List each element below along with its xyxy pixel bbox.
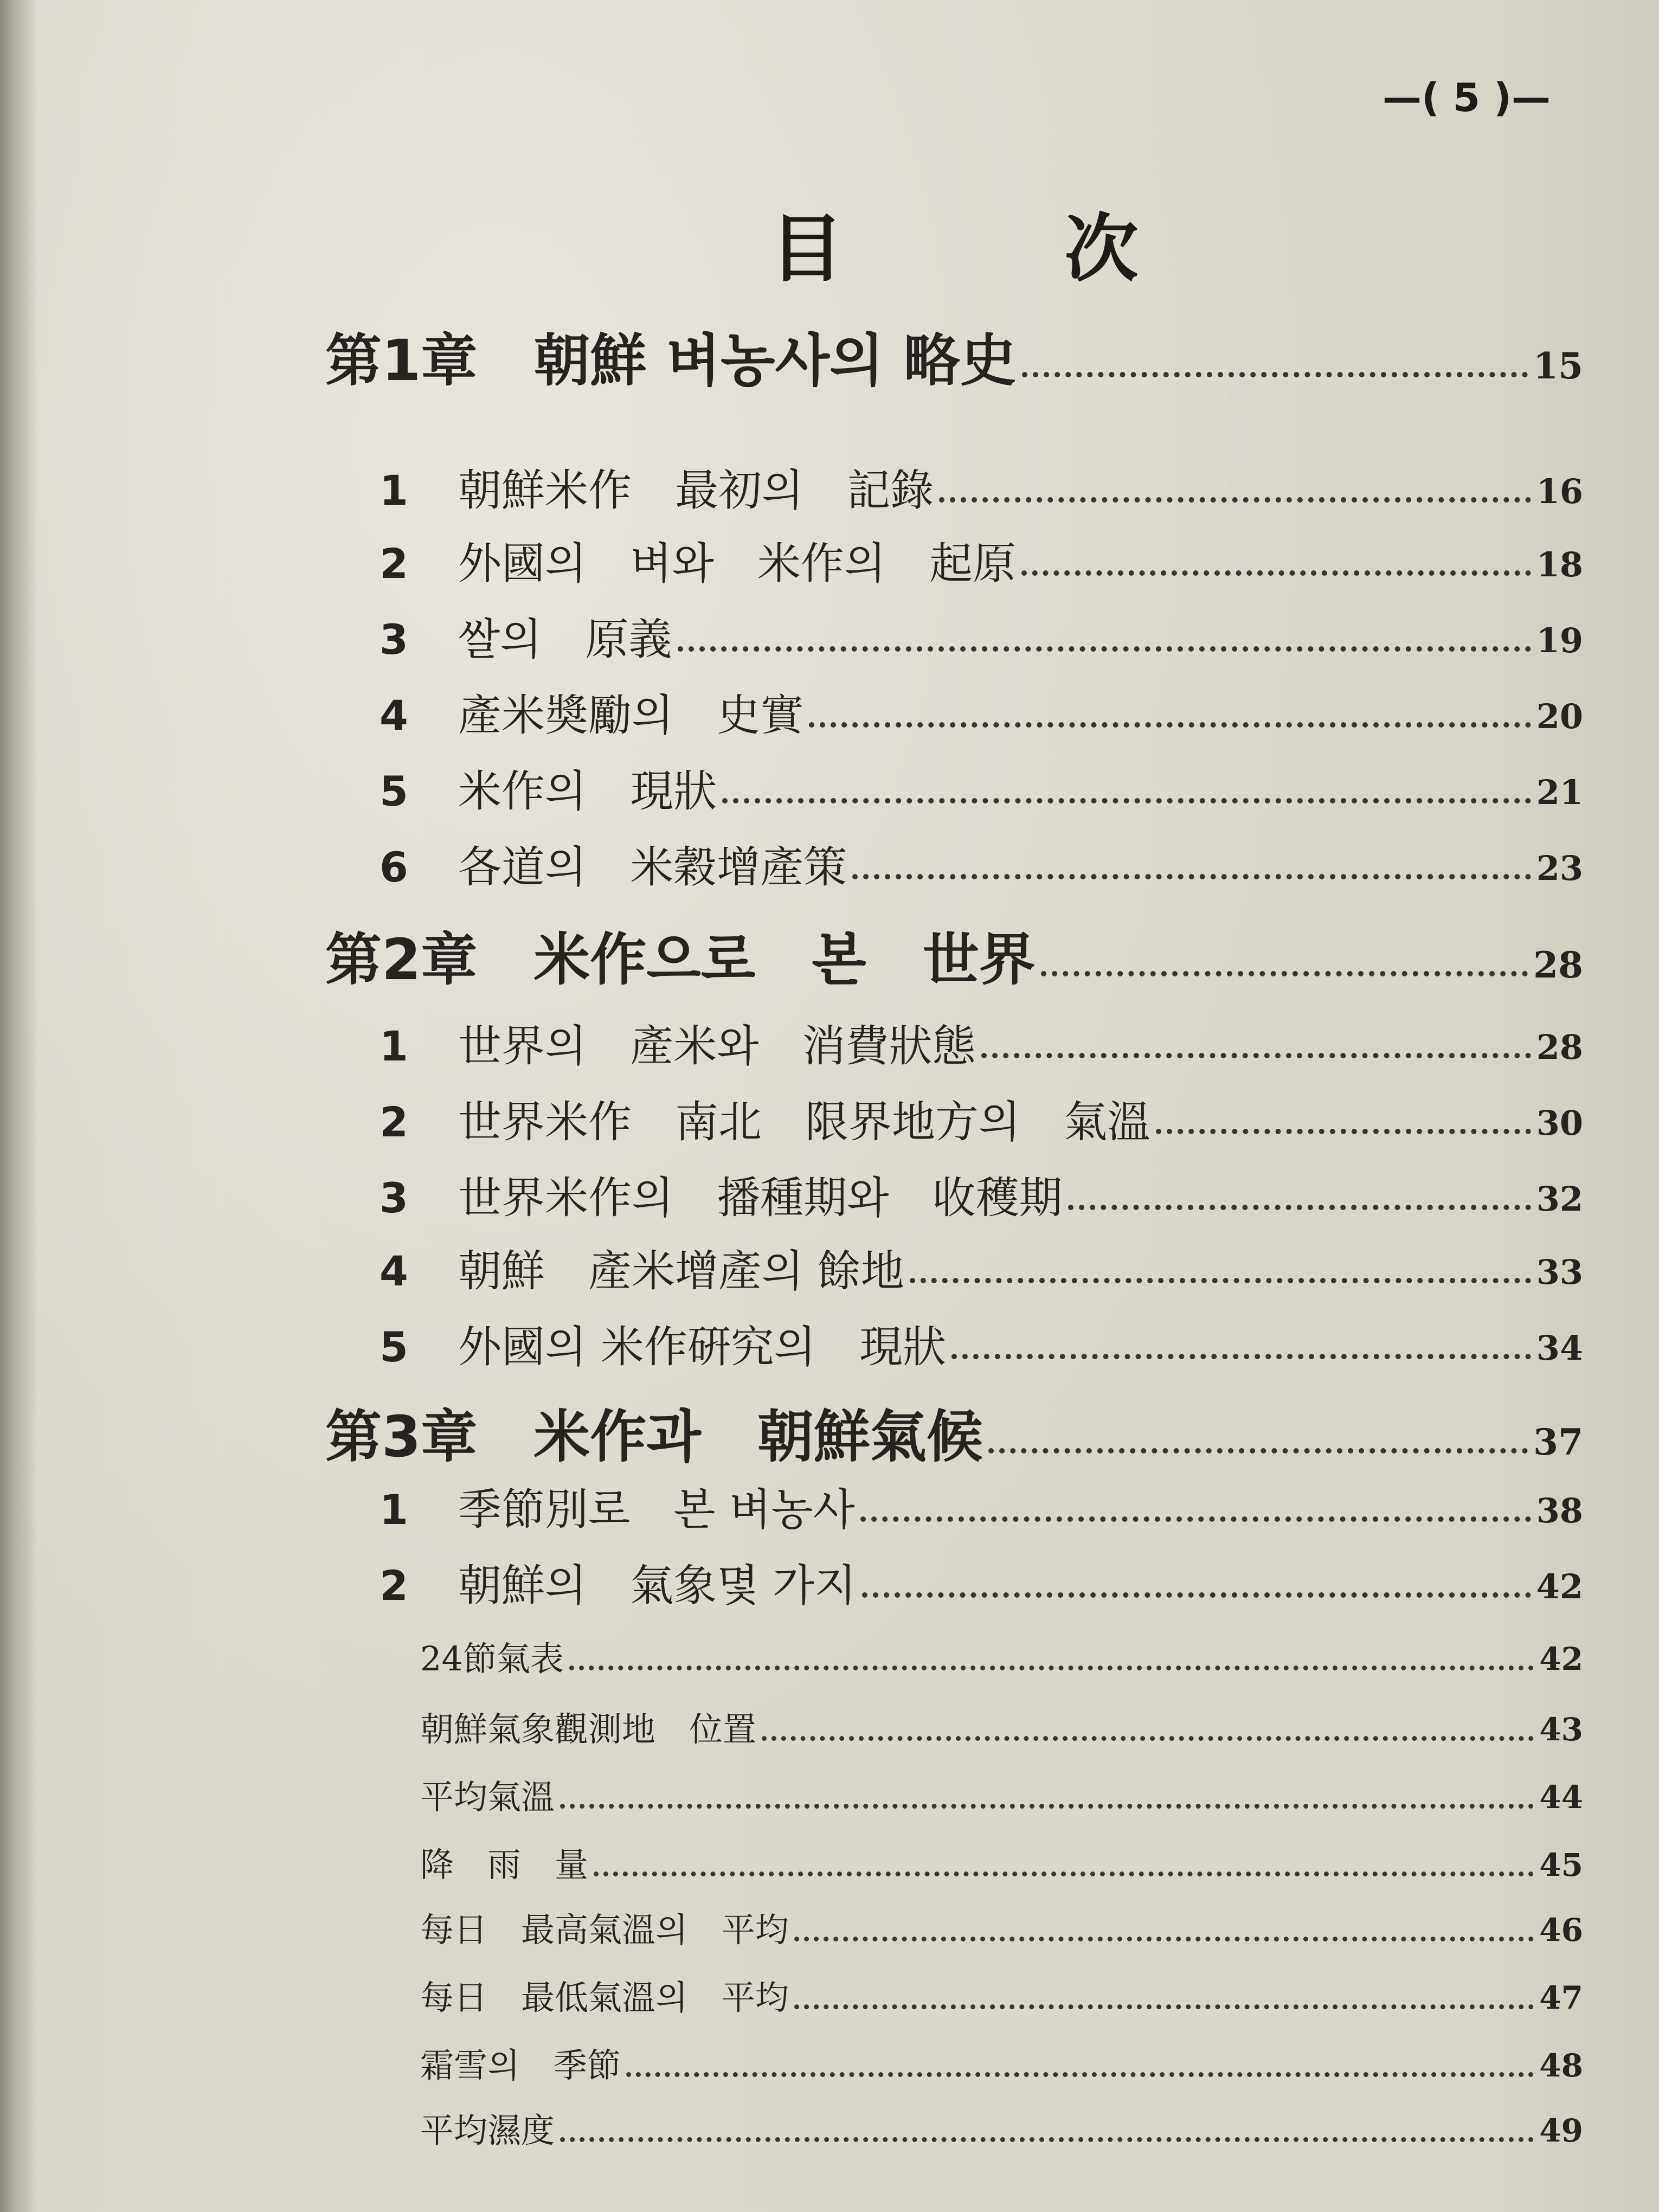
subsection-page-number: 47 <box>1539 1979 1583 2016</box>
dot-leader <box>809 722 1531 728</box>
dot-leader <box>569 1666 1534 1670</box>
toc-section-1-2 <box>380 537 1583 591</box>
dot-leader <box>1041 971 1528 976</box>
section-page-number: 28 <box>1536 1027 1583 1067</box>
section-title: 季節別로 본 벼농사 <box>458 1484 855 1535</box>
section-title: 쌀의 原義 <box>458 614 672 665</box>
toc-section-2-2 <box>380 1095 1583 1149</box>
dot-leader <box>852 874 1531 879</box>
subsection-title: 降 雨 量 <box>420 1845 589 1885</box>
subsection-title: 每日 最低氣溫의 平均 <box>420 1978 789 2017</box>
section-title: 世界米作 南北 限界地方의 氣溫 <box>458 1097 1151 1147</box>
dot-leader <box>678 646 1531 652</box>
subsection-title: 平均氣溫 <box>420 1777 555 1817</box>
section-number: 2 <box>380 539 408 588</box>
page-number: —( 5 )— <box>1382 75 1551 120</box>
dot-leader <box>939 497 1531 503</box>
section-number: 2 <box>380 1098 408 1146</box>
subsection-title: 平均濕度 <box>420 2111 555 2150</box>
section-title: 朝鮮 產米增產의 餘地 <box>458 1246 904 1296</box>
chapter-page-number: 37 <box>1533 1421 1583 1463</box>
toc-subsection <box>420 1635 1583 1683</box>
dot-leader <box>1068 1205 1531 1210</box>
section-title: 外國의 米作硏究의 現狀 <box>458 1322 946 1372</box>
toc-chapter-3 <box>325 1401 1583 1472</box>
dot-leader <box>981 1053 1531 1058</box>
toc-section-2-1 <box>380 1019 1583 1073</box>
subsection-page-number: 45 <box>1539 1847 1583 1883</box>
chapter-title: 第1章 朝鮮 벼농사의 略史 <box>325 327 1017 394</box>
toc-subsection <box>420 1906 1583 1954</box>
toc-subsection <box>420 1705 1583 1754</box>
chapter-title: 第3章 米作과 朝鮮氣候 <box>325 1404 983 1470</box>
section-title: 各道의 米穀增產策 <box>458 842 847 892</box>
toc-section-1-1 <box>380 464 1583 518</box>
section-page-number: 42 <box>1536 1567 1583 1606</box>
toc-subsection <box>420 2041 1583 2090</box>
toc-chapter-1 <box>325 325 1583 396</box>
dot-leader <box>1021 570 1531 576</box>
section-page-number: 16 <box>1536 472 1583 511</box>
section-number: 5 <box>380 1323 408 1371</box>
section-page-number: 18 <box>1536 545 1583 584</box>
section-page-number: 30 <box>1536 1103 1583 1143</box>
toc-subsection <box>420 1841 1583 1889</box>
toc-section-2-3 <box>380 1171 1583 1225</box>
toc-subsection <box>420 1973 1583 2022</box>
section-page-number: 33 <box>1536 1252 1583 1292</box>
section-title: 世界의 產米와 消費狀態 <box>458 1021 976 1071</box>
section-number: 4 <box>380 691 408 740</box>
chapter-page-number: 28 <box>1533 944 1583 986</box>
section-number: 1 <box>380 1022 408 1070</box>
dot-leader <box>860 1516 1531 1522</box>
subsection-page-number: 48 <box>1539 2047 1583 2084</box>
dot-leader <box>988 1448 1528 1454</box>
section-title: 朝鮮米作 最初의 記錄 <box>458 465 934 516</box>
section-page-number: 20 <box>1536 697 1583 736</box>
dot-leader <box>794 1937 1534 1941</box>
dot-leader <box>560 1804 1534 1809</box>
toc-section-3-2 <box>380 1559 1583 1613</box>
toc-section-1-5 <box>380 764 1583 819</box>
page-title: 目 次 <box>770 207 1236 292</box>
dot-leader <box>722 798 1531 803</box>
section-number: 2 <box>380 1561 408 1610</box>
chapter-title: 第2章 米作으로 본 世界 <box>325 927 1036 993</box>
subsection-title: 每日 最高氣溫의 平均 <box>420 1910 789 1950</box>
section-page-number: 21 <box>1536 773 1583 812</box>
toc-subsection <box>420 2106 1583 2155</box>
section-title: 世界米作의 播種期와 收穫期 <box>458 1173 1063 1223</box>
toc-section-2-5 <box>380 1320 1583 1374</box>
section-number: 5 <box>380 767 408 815</box>
chapter-page-number: 15 <box>1533 345 1583 387</box>
dot-leader <box>910 1278 1531 1283</box>
dot-leader <box>1156 1129 1531 1134</box>
section-page-number: 34 <box>1536 1328 1583 1368</box>
toc-section-1-4 <box>380 689 1583 743</box>
dot-leader <box>626 2072 1534 2077</box>
dot-leader <box>862 1592 1531 1598</box>
subsection-title: 朝鮮氣象觀測地 位置 <box>420 1709 757 1749</box>
toc-section-1-3 <box>380 613 1583 667</box>
dot-leader <box>594 1872 1534 1876</box>
subsection-title: 24節氣表 <box>420 1639 564 1679</box>
dot-leader <box>794 2004 1534 2009</box>
toc-subsection <box>420 1773 1583 1822</box>
section-title: 朝鮮의 氣象몇 가지 <box>458 1560 857 1611</box>
section-page-number: 23 <box>1536 848 1583 888</box>
subsection-page-number: 46 <box>1539 1912 1583 1949</box>
section-title: 外國의 벼와 米作의 起原 <box>458 538 1017 589</box>
section-title: 產米奬勵의 史實 <box>458 690 804 741</box>
section-number: 4 <box>380 1247 408 1295</box>
dot-leader <box>762 1736 1534 1741</box>
subsection-page-number: 49 <box>1539 2112 1583 2149</box>
section-title: 米作의 現狀 <box>458 766 717 816</box>
dot-leader <box>560 2137 1534 2142</box>
section-page-number: 38 <box>1536 1491 1583 1531</box>
subsection-page-number: 42 <box>1539 1641 1583 1677</box>
section-number: 3 <box>380 1174 408 1222</box>
subsection-page-number: 44 <box>1539 1779 1583 1816</box>
dot-leader <box>1022 372 1528 377</box>
toc-section-3-1 <box>380 1483 1583 1537</box>
toc-chapter-2 <box>325 924 1583 995</box>
dot-leader <box>951 1354 1531 1359</box>
section-page-number: 19 <box>1536 621 1583 660</box>
toc-section-1-6 <box>380 840 1583 895</box>
subsection-title: 霜雪의 季節 <box>420 2046 621 2085</box>
section-page-number: 32 <box>1536 1179 1583 1219</box>
subsection-page-number: 43 <box>1539 1711 1583 1748</box>
section-number: 6 <box>380 843 408 891</box>
section-number: 1 <box>380 1486 408 1534</box>
section-number: 3 <box>380 615 408 664</box>
toc-section-2-4 <box>380 1244 1583 1298</box>
section-number: 1 <box>380 466 408 515</box>
